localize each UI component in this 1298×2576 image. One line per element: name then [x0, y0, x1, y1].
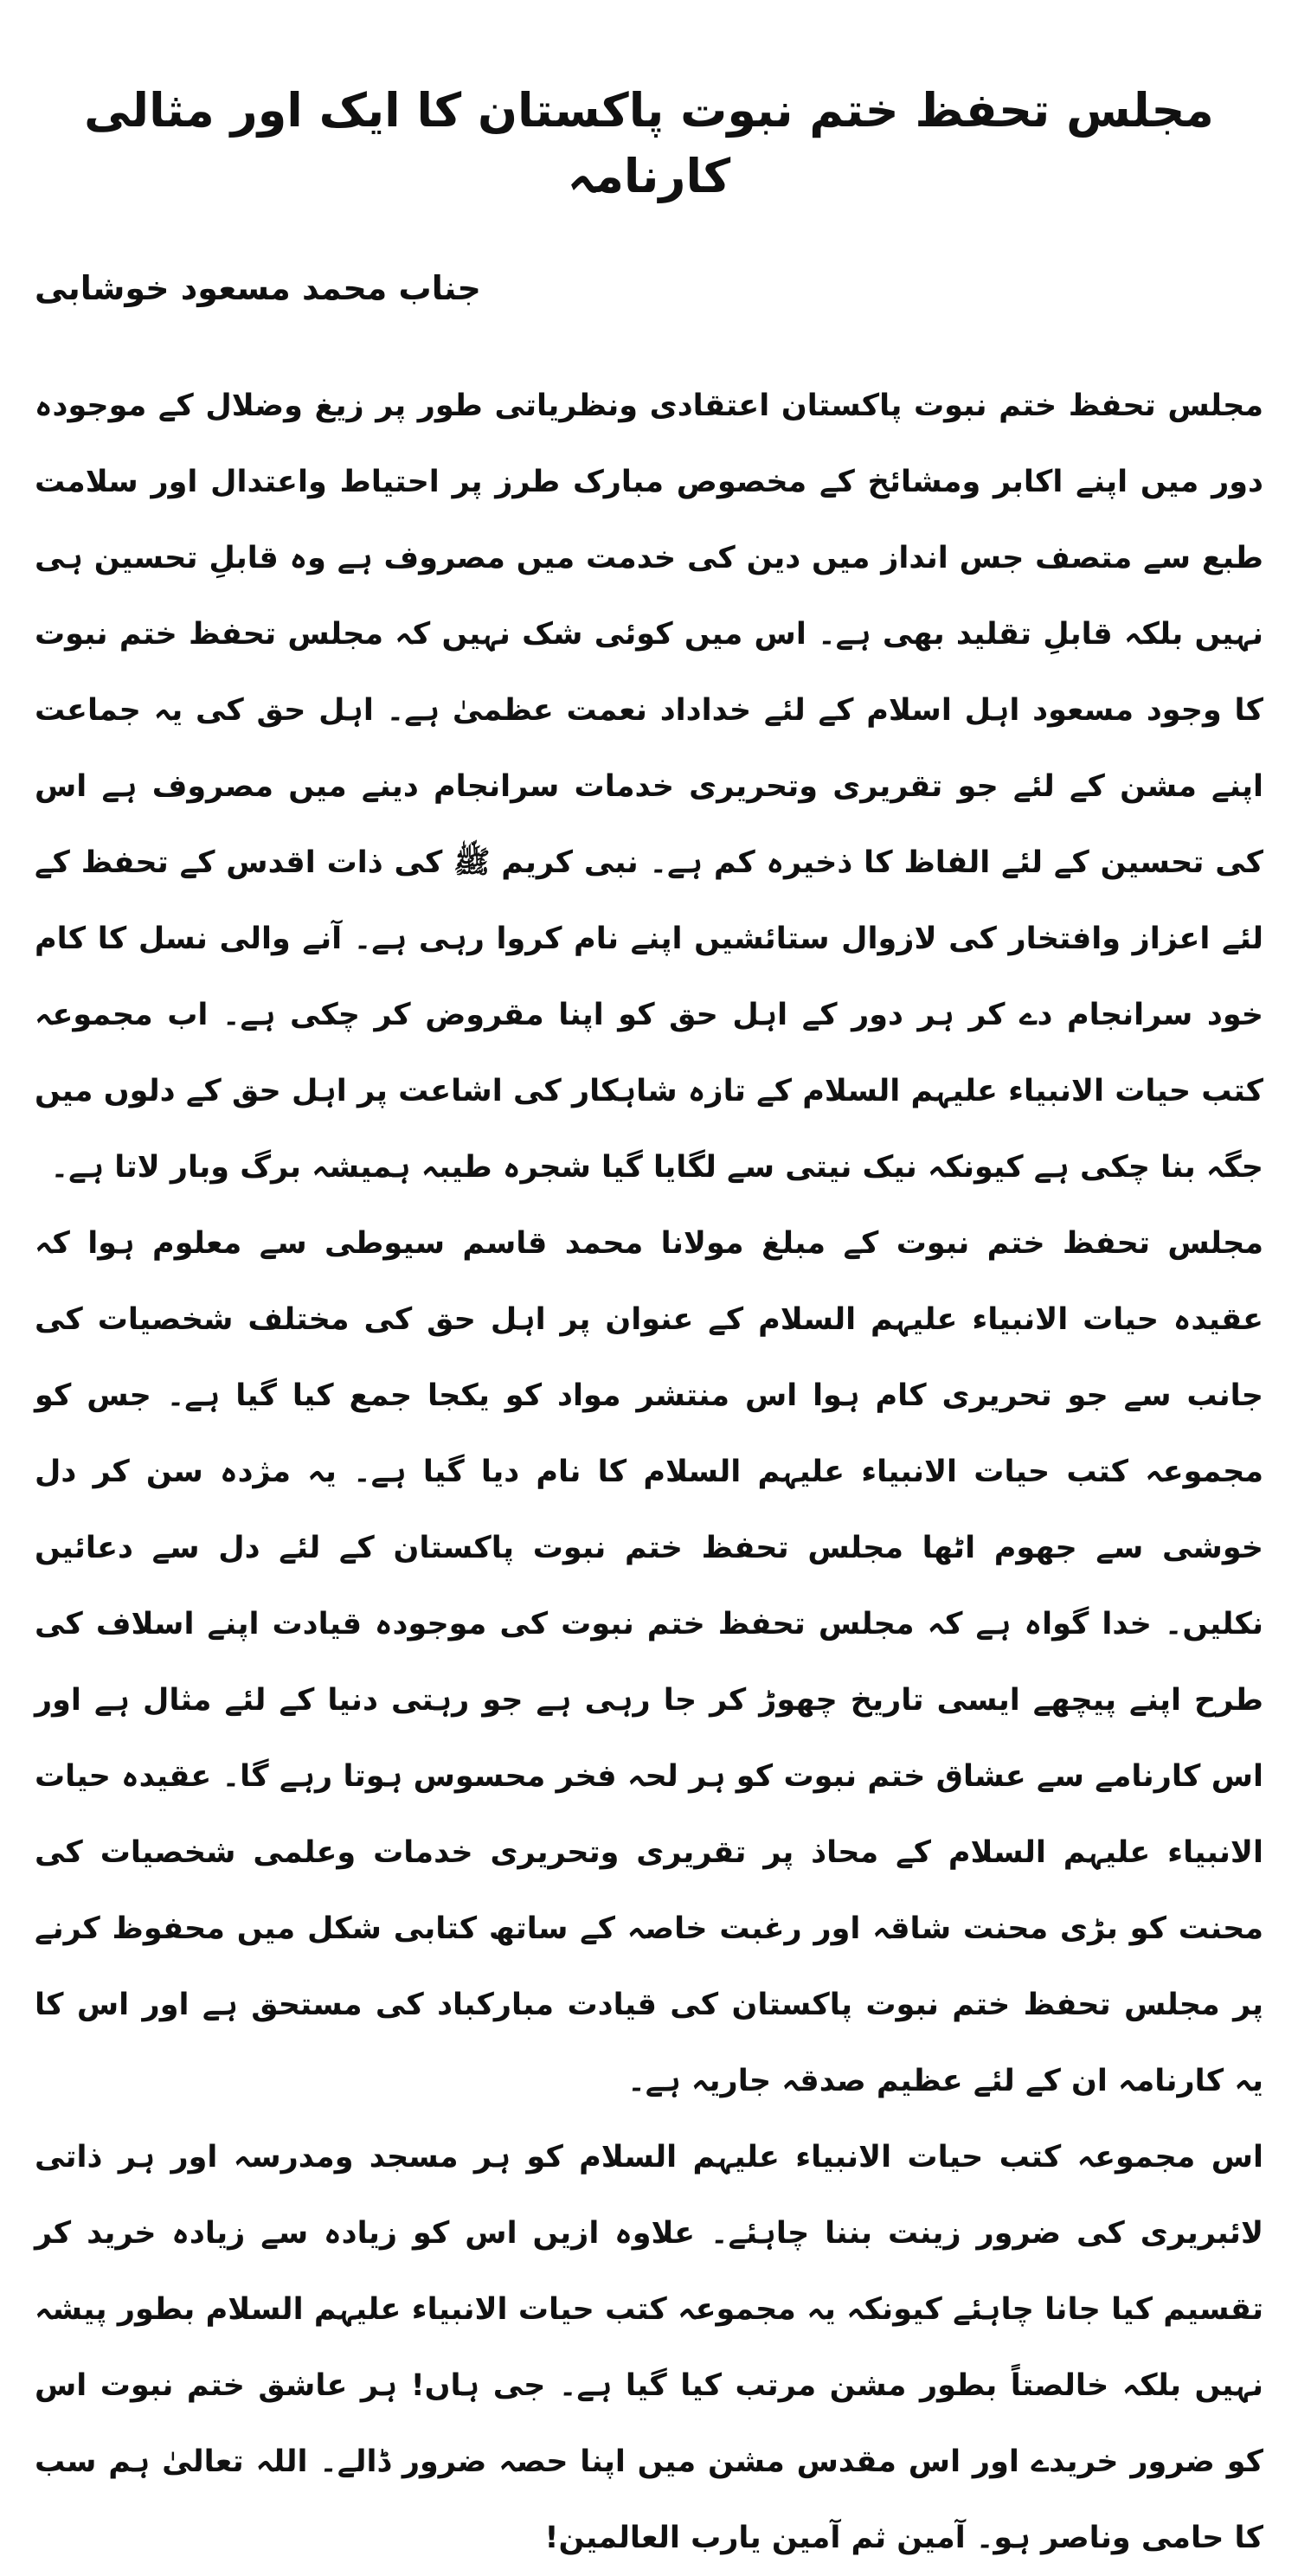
page-title: مجلس تحفظ ختم نبوت پاکستان کا ایک اور مثالی کارنامہ	[84, 83, 1214, 203]
paragraph-3: اس مجموعہ کتب حیات الانبیاء علیہم السلام کو ہر مسجد ومدرسہ اور ہر ذاتی لائبریری کی ضرور زینت بننا چاہئے۔ علاوہ ازیں اس کو زیادہ سے زیادہ خرید کر تقسیم کیا جانا چاہئے کیونکہ یہ مجموعہ کتب حیات الانبیاء علیہم السلام بطور پیشہ نہیں بلکہ خالصتاً بطور مشن مرتب کیا گیا ہے۔ جی ہاں! ہر عاشق ختم نبوت اس کو ضرور خریدے اور اس مقدس مشن میں اپنا حصہ ضرور ڈالے۔ اللہ تعالیٰ ہم سب کا حامی وناصر ہو۔ آمین ثم آمین یارب العالمین!	[35, 2140, 1263, 2556]
article-body	[35, 368, 1263, 2576]
paragraph-1: مجلس تحفظ ختم نبوت پاکستان اعتقادی ونظریاتی طور پر زیغ وضلال کے موجودہ دور میں اپنے اکابر ومشائخ کے مخصوص مبارک طرز پر احتیاط واعتدال اور سلامت طبع سے متصف جس انداز میں دین کی خدمت میں مصروف ہے وہ قابلِ تحسین ہی نہیں بلکہ قابلِ تقلید بھی ہے۔ اس میں کوئی شک نہیں کہ مجلس تحفظ ختم نبوت کا وجود مسعود اہل اسلام کے لئے خداداد نعمت عظمیٰ ہے۔ اہل حق کی یہ جماعت اپنے مشن کے لئے جو تقریری وتحریری خدمات سرانجام دینے میں مصروف ہے اس کی تحسین کے لئے الفاظ کا ذخیرہ کم ہے۔ نبی کریم ﷺ کی ذات اقدس کے تحفظ کے لئے اعزاز وافتخار کی لازوال ستائشیں اپنے نام کروا رہی ہے۔ آنے والی نسل کا کام خود سرانجام دے کر ہر دور کے اہل حق کو اپنا مقروض کر چکی ہے۔ اب مجموعہ کتب حیات الانبیاء علیہم السلام کے تازہ شاہکار کی اشاعت پر اہل حق کے دلوں میں جگہ بنا چکی ہے کیونکہ نیک نیتی سے لگایا گیا شجرہ طیبہ ہمیشہ برگ وبار لاتا ہے۔	[35, 389, 1263, 1185]
author-name: جناب محمد مسعود خوشابی	[35, 269, 481, 308]
author-byline	[35, 269, 952, 307]
paragraph-2: مجلس تحفظ ختم نبوت کے مبلغ مولانا محمد قاسم سیوطی سے معلوم ہوا کہ عقیدہ حیات الانبیاء علیہم السلام کے عنوان پر اہل حق کی مختلف شخصیات کی جانب سے جو تحریری کام ہوا اس منتشر مواد کو یکجا جمع کیا گیا ہے۔ جس کو مجموعہ کتب حیات الانبیاء علیہم السلام کا نام دیا گیا ہے۔ یہ مژدہ سن کر دل خوشی سے جھوم اٹھا مجلس تحفظ ختم نبوت پاکستان کے لئے دل سے دعائیں نکلیں۔ خدا گواہ ہے کہ مجلس تحفظ ختم نبوت کی موجودہ قیادت اپنے اسلاف کی طرح اپنے پیچھے ایسی تاریخ چھوڑ کر جا رہی ہے جو رہتی دنیا کے لئے مثال ہے اور اس کارنامے سے عشاق ختم نبوت کو ہر لحہ فخر محسوس ہوتا رہے گا۔ عقیدہ حیات الانبیاء علیہم السلام کے محاذ پر تقریری وتحریری خدمات وعلمی شخصیات کی محنت کو بڑی محنت شاقہ اور رغبت خاصہ کے ساتھ کتابی شکل میں محفوظ کرنے پر مجلس تحفظ ختم نبوت پاکستان کی قیادت مبارکباد کی مستحق ہے اور اس کا یہ کارنامہ ان کے لئے عظیم صدقہ جاریہ ہے۔	[35, 1226, 1263, 2099]
